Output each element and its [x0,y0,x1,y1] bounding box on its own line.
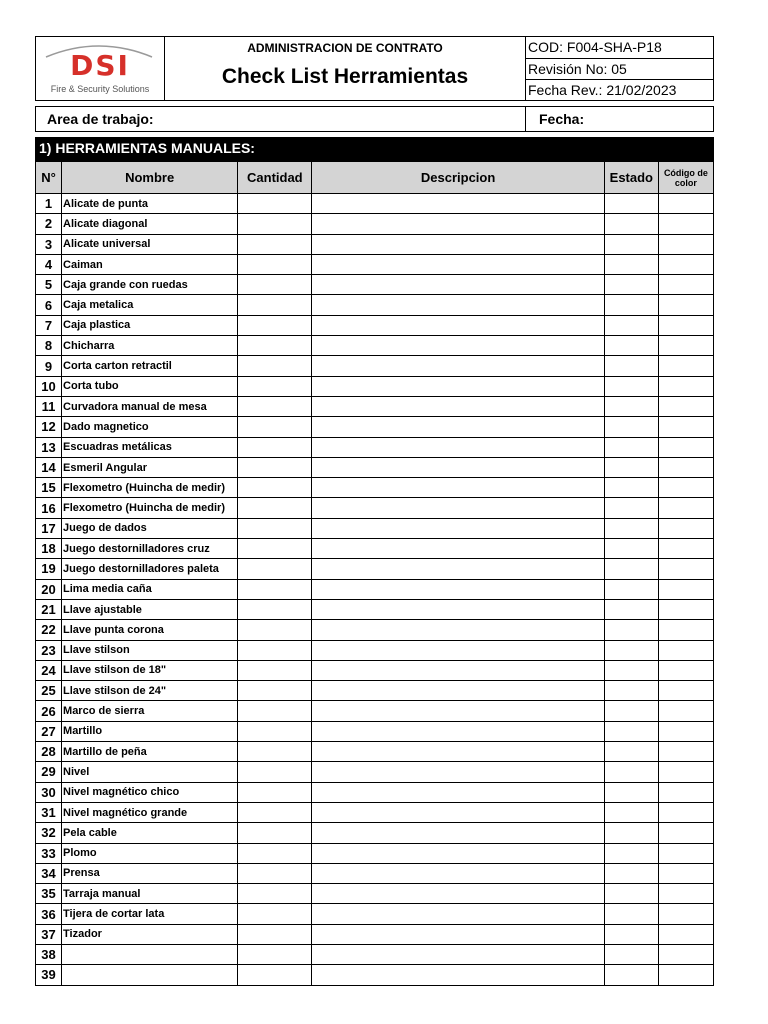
descripcion-cell[interactable] [312,518,604,538]
table-row [36,376,714,396]
descripcion-cell[interactable] [312,457,604,477]
codigo-color-cell[interactable] [658,843,713,863]
codigo-color-cell[interactable] [658,376,713,396]
tool-name: Llave stilson [62,640,238,660]
estado-cell[interactable] [604,539,658,559]
row-number: 10 [36,376,62,396]
tool-name: Juego de dados [62,518,238,538]
tool-name: Tizador [62,924,238,944]
work-area-label: Area de trabajo: [47,111,154,127]
tool-name: Caja grande con ruedas [62,275,238,295]
cantidad-cell[interactable] [238,579,312,599]
row-number: 38 [36,944,62,964]
cantidad-cell[interactable] [238,965,312,985]
row-number: 7 [36,315,62,335]
codigo-color-cell[interactable] [658,234,713,254]
descripcion-cell[interactable] [312,478,604,498]
table-row [36,396,714,416]
table-row [36,417,714,437]
company-logo [36,37,165,100]
document-header [35,36,714,101]
tool-name: Nivel magnético chico [62,782,238,802]
codigo-color-cell[interactable] [658,965,713,985]
codigo-color-cell[interactable] [658,214,713,234]
descripcion-cell[interactable] [312,254,604,274]
table-row [36,437,714,457]
tool-name: Pela cable [62,823,238,843]
row-number: 22 [36,620,62,640]
table-header-row [36,162,714,194]
estado-cell[interactable] [604,681,658,701]
cantidad-cell[interactable] [238,884,312,904]
descripcion-cell[interactable] [312,924,604,944]
tool-name: Llave ajustable [62,599,238,619]
cantidad-cell[interactable] [238,254,312,274]
table-row [36,863,714,883]
descripcion-cell[interactable] [312,944,604,964]
codigo-color-cell[interactable] [658,437,713,457]
cantidad-cell[interactable] [238,843,312,863]
table-row [36,214,714,234]
codigo-color-cell[interactable] [658,802,713,822]
row-number: 12 [36,417,62,437]
tools-checklist-table [35,161,714,986]
tool-name: Flexometro (Huincha de medir) [62,478,238,498]
codigo-color-cell[interactable] [658,944,713,964]
document-subtitle: ADMINISTRACION DE CONTRATO [247,41,443,55]
tool-name: Lima media caña [62,579,238,599]
table-row [36,478,714,498]
cantidad-cell[interactable] [238,599,312,619]
estado-cell[interactable] [604,457,658,477]
row-number: 37 [36,924,62,944]
estado-cell[interactable] [604,498,658,518]
codigo-color-cell[interactable] [658,620,713,640]
row-number: 5 [36,275,62,295]
codigo-color-cell[interactable] [658,640,713,660]
table-row [36,194,714,214]
descripcion-cell[interactable] [312,599,604,619]
estado-cell[interactable] [604,823,658,843]
descripcion-cell[interactable] [312,640,604,660]
header-estado: Estado [604,162,658,194]
table-row [36,965,714,985]
table-row [36,660,714,680]
codigo-color-cell[interactable] [658,396,713,416]
descripcion-cell[interactable] [312,843,604,863]
row-number: 33 [36,843,62,863]
tool-name [62,944,238,964]
header-descripcion: Descripcion [312,162,604,194]
table-row [36,254,714,274]
descripcion-cell[interactable] [312,681,604,701]
estado-cell[interactable] [604,275,658,295]
descripcion-cell[interactable] [312,620,604,640]
cantidad-cell[interactable] [238,924,312,944]
codigo-color-cell[interactable] [658,275,713,295]
descripcion-cell[interactable] [312,539,604,559]
cantidad-cell[interactable] [238,863,312,883]
descripcion-cell[interactable] [312,437,604,457]
estado-cell[interactable] [604,701,658,721]
table-row [36,620,714,640]
estado-cell[interactable] [604,884,658,904]
estado-cell[interactable] [604,315,658,335]
descripcion-cell[interactable] [312,498,604,518]
descripcion-cell[interactable] [312,884,604,904]
codigo-color-cell[interactable] [658,295,713,315]
table-row [36,762,714,782]
codigo-color-cell[interactable] [658,924,713,944]
table-row [36,782,714,802]
cantidad-cell[interactable] [238,640,312,660]
codigo-color-cell[interactable] [658,782,713,802]
tool-name: Martillo de peña [62,742,238,762]
tool-name: Tijera de cortar lata [62,904,238,924]
row-number: 13 [36,437,62,457]
descripcion-cell[interactable] [312,742,604,762]
cantidad-cell[interactable] [238,559,312,579]
document-code: COD: F004-SHA-P18 [528,39,662,55]
estado-cell[interactable] [604,518,658,538]
estado-cell[interactable] [604,802,658,822]
date-field[interactable] [525,107,714,131]
header-nombre: Nombre [62,162,238,194]
tool-name: Alicate de punta [62,194,238,214]
cantidad-cell[interactable] [238,457,312,477]
descripcion-cell[interactable] [312,234,604,254]
descripcion-cell[interactable] [312,802,604,822]
cantidad-cell[interactable] [238,295,312,315]
date-label: Fecha: [539,111,585,127]
estado-cell[interactable] [604,863,658,883]
revision-number: Revisión No: 05 [526,58,714,79]
descripcion-cell[interactable] [312,863,604,883]
tool-name: Caja metalica [62,295,238,315]
cantidad-cell[interactable] [238,802,312,822]
descripcion-cell[interactable] [312,823,604,843]
tool-name: Flexometro (Huincha de medir) [62,498,238,518]
descripcion-cell[interactable] [312,417,604,437]
estado-cell[interactable] [604,194,658,214]
cantidad-cell[interactable] [238,194,312,214]
tool-name: Escuadras metálicas [62,437,238,457]
codigo-color-cell[interactable] [658,457,713,477]
tool-name: Tarraja manual [62,884,238,904]
descripcion-cell[interactable] [312,904,604,924]
table-row [36,579,714,599]
estado-cell[interactable] [604,295,658,315]
cantidad-cell[interactable] [238,315,312,335]
tool-name: Corta carton retractil [62,356,238,376]
estado-cell[interactable] [604,843,658,863]
cantidad-cell[interactable] [238,498,312,518]
estado-cell[interactable] [604,254,658,274]
estado-cell[interactable] [604,762,658,782]
logo-subtitle: Fire & Security Solutions [50,84,150,94]
row-number: 28 [36,742,62,762]
table-row [36,924,714,944]
table-row [36,518,714,538]
codigo-color-cell[interactable] [658,254,713,274]
estado-cell[interactable] [604,336,658,356]
estado-cell[interactable] [604,559,658,579]
row-number: 36 [36,904,62,924]
row-number: 16 [36,498,62,518]
row-number: 32 [36,823,62,843]
row-number: 18 [36,539,62,559]
tool-name: Llave punta corona [62,620,238,640]
row-number: 21 [36,599,62,619]
table-row [36,315,714,335]
table-row [36,275,714,295]
tool-name: Prensa [62,863,238,883]
descripcion-cell[interactable] [312,214,604,234]
estado-cell[interactable] [604,376,658,396]
estado-cell[interactable] [604,965,658,985]
cantidad-cell[interactable] [238,275,312,295]
row-number: 9 [36,356,62,376]
codigo-color-cell[interactable] [658,863,713,883]
cantidad-cell[interactable] [238,478,312,498]
header-codigo-color: Código de color [658,162,713,194]
tool-name: Caja plastica [62,315,238,335]
codigo-color-cell[interactable] [658,904,713,924]
codigo-color-cell[interactable] [658,599,713,619]
codigo-color-cell[interactable] [658,579,713,599]
tool-name: Nivel [62,762,238,782]
section-title: 1) HERRAMIENTAS MANUALES: [35,137,714,161]
descripcion-cell[interactable] [312,396,604,416]
estado-cell[interactable] [604,742,658,762]
codigo-color-cell[interactable] [658,681,713,701]
codigo-color-cell[interactable] [658,701,713,721]
descripcion-cell[interactable] [312,194,604,214]
estado-cell[interactable] [604,620,658,640]
row-number: 23 [36,640,62,660]
codigo-color-cell[interactable] [658,660,713,680]
cantidad-cell[interactable] [238,944,312,964]
row-number: 25 [36,681,62,701]
descripcion-cell[interactable] [312,356,604,376]
descripcion-cell[interactable] [312,965,604,985]
codigo-color-cell[interactable] [658,417,713,437]
table-row [36,944,714,964]
descripcion-cell[interactable] [312,782,604,802]
tool-name: Corta tubo [62,376,238,396]
codigo-color-cell[interactable] [658,518,713,538]
revision-date: Fecha Rev.: 21/02/2023 [526,79,714,100]
codigo-color-cell[interactable] [658,315,713,335]
table-row [36,721,714,741]
estado-cell[interactable] [604,924,658,944]
table-row [36,356,714,376]
cantidad-cell[interactable] [238,904,312,924]
tool-name: Curvadora manual de mesa [62,396,238,416]
table-row [36,802,714,822]
title-block [165,37,525,100]
table-row [36,457,714,477]
work-area-row [35,106,714,132]
tool-name: Caiman [62,254,238,274]
cantidad-cell[interactable] [238,417,312,437]
row-number: 17 [36,518,62,538]
tool-name: Juego destornilladores cruz [62,539,238,559]
tool-name: Juego destornilladores paleta [62,559,238,579]
cantidad-cell[interactable] [238,234,312,254]
codigo-color-cell[interactable] [658,559,713,579]
row-number: 14 [36,457,62,477]
cantidad-cell[interactable] [238,721,312,741]
descripcion-cell[interactable] [312,660,604,680]
row-number: 27 [36,721,62,741]
codigo-color-cell[interactable] [658,498,713,518]
row-number: 1 [36,194,62,214]
document-meta [525,37,714,100]
table-row [36,823,714,843]
document-title: Check List Herramientas [221,65,469,88]
row-number: 4 [36,254,62,274]
row-number: 24 [36,660,62,680]
cantidad-cell[interactable] [238,823,312,843]
codigo-color-cell[interactable] [658,539,713,559]
row-number: 29 [36,762,62,782]
cantidad-cell[interactable] [238,742,312,762]
codigo-color-cell[interactable] [658,884,713,904]
codigo-color-cell[interactable] [658,336,713,356]
estado-cell[interactable] [604,417,658,437]
cantidad-cell[interactable] [238,356,312,376]
row-number: 31 [36,802,62,822]
table-row [36,336,714,356]
table-row [36,843,714,863]
codigo-color-cell[interactable] [658,823,713,843]
cantidad-cell[interactable] [238,539,312,559]
estado-cell[interactable] [604,234,658,254]
tool-name: Nivel magnético grande [62,802,238,822]
tool-name: Llave stilson de 18" [62,660,238,680]
estado-cell[interactable] [604,944,658,964]
estado-cell[interactable] [604,599,658,619]
row-number: 30 [36,782,62,802]
cantidad-cell[interactable] [238,782,312,802]
cantidad-cell[interactable] [238,214,312,234]
descripcion-cell[interactable] [312,275,604,295]
descripcion-cell[interactable] [312,376,604,396]
row-number: 39 [36,965,62,985]
descripcion-cell[interactable] [312,701,604,721]
row-number: 8 [36,336,62,356]
descripcion-cell[interactable] [312,762,604,782]
table-row [36,742,714,762]
table-row [36,295,714,315]
row-number: 20 [36,579,62,599]
descripcion-cell[interactable] [312,336,604,356]
cantidad-cell[interactable] [238,620,312,640]
tool-name: Esmeril Angular [62,457,238,477]
tool-name: Llave stilson de 24" [62,681,238,701]
row-number: 11 [36,396,62,416]
table-row [36,884,714,904]
header-num: N° [36,162,62,194]
tool-name: Chicharra [62,336,238,356]
cantidad-cell[interactable] [238,518,312,538]
cantidad-cell[interactable] [238,762,312,782]
table-row [36,904,714,924]
row-number: 15 [36,478,62,498]
descripcion-cell[interactable] [312,315,604,335]
table-row [36,640,714,660]
estado-cell[interactable] [604,660,658,680]
table-row [36,559,714,579]
tool-name: Alicate universal [62,234,238,254]
header-cantidad: Cantidad [238,162,312,194]
table-row [36,539,714,559]
row-number: 35 [36,884,62,904]
tool-name: Alicate diagonal [62,214,238,234]
tool-name [62,965,238,985]
estado-cell[interactable] [604,904,658,924]
cantidad-cell[interactable] [238,437,312,457]
table-row [36,681,714,701]
codigo-color-cell[interactable] [658,478,713,498]
estado-cell[interactable] [604,214,658,234]
tool-name: Dado magnetico [62,417,238,437]
cantidad-cell[interactable] [238,660,312,680]
codigo-color-cell[interactable] [658,721,713,741]
table-row [36,234,714,254]
codigo-color-cell[interactable] [658,194,713,214]
table-row [36,599,714,619]
estado-cell[interactable] [604,640,658,660]
estado-cell[interactable] [604,478,658,498]
descripcion-cell[interactable] [312,721,604,741]
estado-cell[interactable] [604,396,658,416]
logo-text: DSI [70,49,130,82]
codigo-color-cell[interactable] [658,742,713,762]
row-number: 2 [36,214,62,234]
estado-cell[interactable] [604,782,658,802]
descripcion-cell[interactable] [312,295,604,315]
descripcion-cell[interactable] [312,579,604,599]
row-number: 26 [36,701,62,721]
cantidad-cell[interactable] [238,336,312,356]
table-row [36,701,714,721]
tool-name: Plomo [62,843,238,863]
cantidad-cell[interactable] [238,396,312,416]
estado-cell[interactable] [604,437,658,457]
table-row [36,498,714,518]
tool-name: Marco de sierra [62,701,238,721]
row-number: 34 [36,863,62,883]
estado-cell[interactable] [604,721,658,741]
estado-cell[interactable] [604,579,658,599]
row-number: 19 [36,559,62,579]
tool-name: Martillo [62,721,238,741]
estado-cell[interactable] [604,356,658,376]
codigo-color-cell[interactable] [658,762,713,782]
cantidad-cell[interactable] [238,376,312,396]
row-number: 6 [36,295,62,315]
cantidad-cell[interactable] [238,681,312,701]
cantidad-cell[interactable] [238,701,312,721]
descripcion-cell[interactable] [312,559,604,579]
row-number: 3 [36,234,62,254]
codigo-color-cell[interactable] [658,356,713,376]
